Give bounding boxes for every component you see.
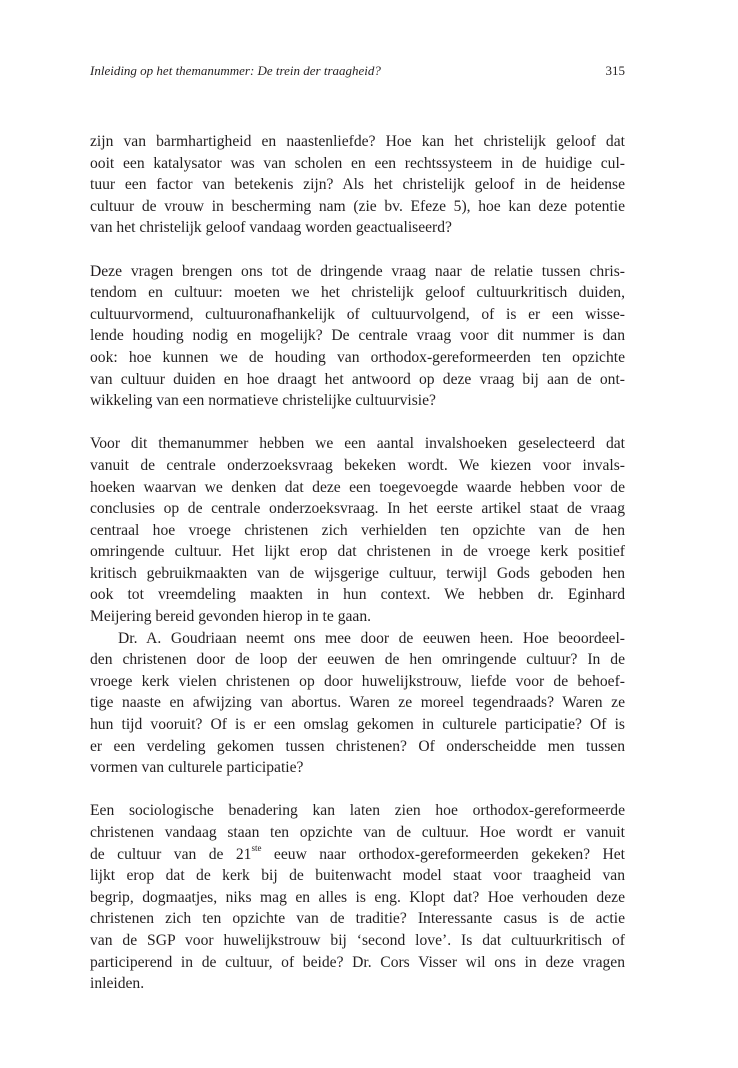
text-line: zijn van barmhartigheid en naastenliefde? Hoe kan het christelijk geloof dat: [90, 133, 625, 150]
text-line: van cultuur duiden en hoe draagt het antwoord op deze vraag bij aan de ont-: [90, 370, 625, 388]
text-line: participerend in de cultuur, of beide? Dr. Cors Visser wil ons in deze vragen: [90, 953, 625, 971]
text-line: van de SGP voor huwelijkstrouw bij ‘second love’. Is dat cultuurkritisch of: [90, 931, 625, 949]
text-line: van het christelijk geloof vandaag worden geactualiseerd?: [90, 219, 452, 237]
text-line: begrip, dogmaatjes, niks mag en alles is eng. Klopt dat? Hoe verhouden deze: [90, 888, 625, 906]
text-line: Dr. A. Goudriaan neemt ons mee door de eeuwen heen. Hoe beoordeel-: [118, 629, 625, 647]
text-line: vormen van culturele participatie?: [90, 759, 304, 777]
text-line: lijkt erop dat de kerk bij de buitenwacht model staat voor traagheid van: [90, 867, 625, 885]
running-title: Inleiding op het themanummer: De trein der traagheid?: [90, 63, 381, 78]
text-line: vroege kerk vielen christenen op door huwelijkstrouw, liefde voor de behoef-: [90, 672, 625, 690]
text-line: [90, 844, 625, 866]
paragraph-2: [90, 261, 625, 412]
text-line: hun tijd vooruit? Of is er een omslag gekomen in culturele participatie? Of is: [90, 716, 625, 734]
text-line: wikkeling van een normatieve christelijke cultuurvisie?: [90, 392, 436, 410]
text-line: christenen vandaag staan ten opzichte van de cultuur. Hoe wordt er vanuit: [90, 824, 625, 841]
text-line: ooit een katalysator was van scholen en een rechtssysteem in de huidige cul-: [90, 154, 625, 172]
text-line: vanuit de centrale onderzoeksvraag bekeken wordt. We kiezen voor invals-: [90, 456, 625, 474]
paragraph-1: [90, 131, 625, 239]
text-run: eeuw naar orthodox-gereformeerden gekeken? Het: [261, 845, 625, 863]
text-line: inleiden.: [90, 975, 145, 993]
paragraph-4: [90, 628, 625, 779]
text-line: er een verdeling gekomen tussen christenen? Of onderscheidde men tussen: [90, 737, 625, 755]
text-line: Deze vragen brengen ons tot de dringende vraag naar de relatie tussen chris-: [90, 262, 625, 280]
text-line: Meijering bereid gevonden hierop in te gaan.: [90, 608, 372, 626]
text-line: omringende cultuur. Het lijkt erop dat christenen in de vroege kerk positief: [90, 543, 625, 561]
text-line: ook tot vreemdeling maakten in hun context. We hebben dr. Eginhard: [90, 586, 625, 604]
text-line: hoeken waarvan we denken dat deze een toegevoegde waarde hebben voor de: [90, 478, 625, 496]
text-line: lende houding nodig en mogelijk? De centrale vraag voor dit nummer is dan: [90, 327, 625, 345]
ordinal-superscript: ste: [251, 843, 262, 854]
text-line: cultuur de vrouw in bescherming nam (zie bv. Efeze 5), hoe kan deze potentie: [90, 197, 625, 215]
text-line: Voor dit themanummer hebben we een aantal invalshoeken geselecteerd dat: [90, 435, 625, 453]
page-number: 315: [605, 63, 625, 78]
text-line: den christenen door de loop der eeuwen de hen omringende cultuur? In de: [90, 651, 625, 669]
paragraph-5: [90, 800, 625, 994]
text-run: de cultuur van de 21: [90, 845, 252, 863]
text-line: cultuurvormend, cultuuronafhankelijk of cultuurvolgend, of is er een wisse-: [90, 305, 625, 323]
text-line: kritisch gebruikmaakten van de wijsgerige cultuur, terwijl Gods geboden hen: [90, 564, 625, 582]
text-line: tige naaste en afwijzing van abortus. Waren ze moreel tegendraads? Waren ze: [90, 694, 625, 712]
body-text: [90, 131, 625, 995]
text-line: tuur een factor van betekenis zijn? Als het christelijk geloof in de heidense: [90, 176, 625, 194]
text-line: centraal hoe vroege christenen zich verhielden ten opzichte van de hen: [90, 521, 625, 539]
text-line: christenen zich ten opzichte van de traditie? Interessante casus is de actie: [90, 910, 625, 928]
text-line: conclusies op de centrale onderzoeksvraag. In het eerste artikel staat de vraag: [90, 500, 625, 518]
text-line: ook: hoe kunnen we de houding van orthodox-gereformeerden ten opzichte: [90, 348, 625, 366]
text-line: tendom en cultuur: moeten we het christelijk geloof cultuurkritisch duiden,: [90, 284, 625, 302]
paragraph-3: [90, 433, 625, 627]
text-line: Een sociologische benadering kan laten zien hoe orthodox-gereformeerde: [90, 802, 625, 820]
